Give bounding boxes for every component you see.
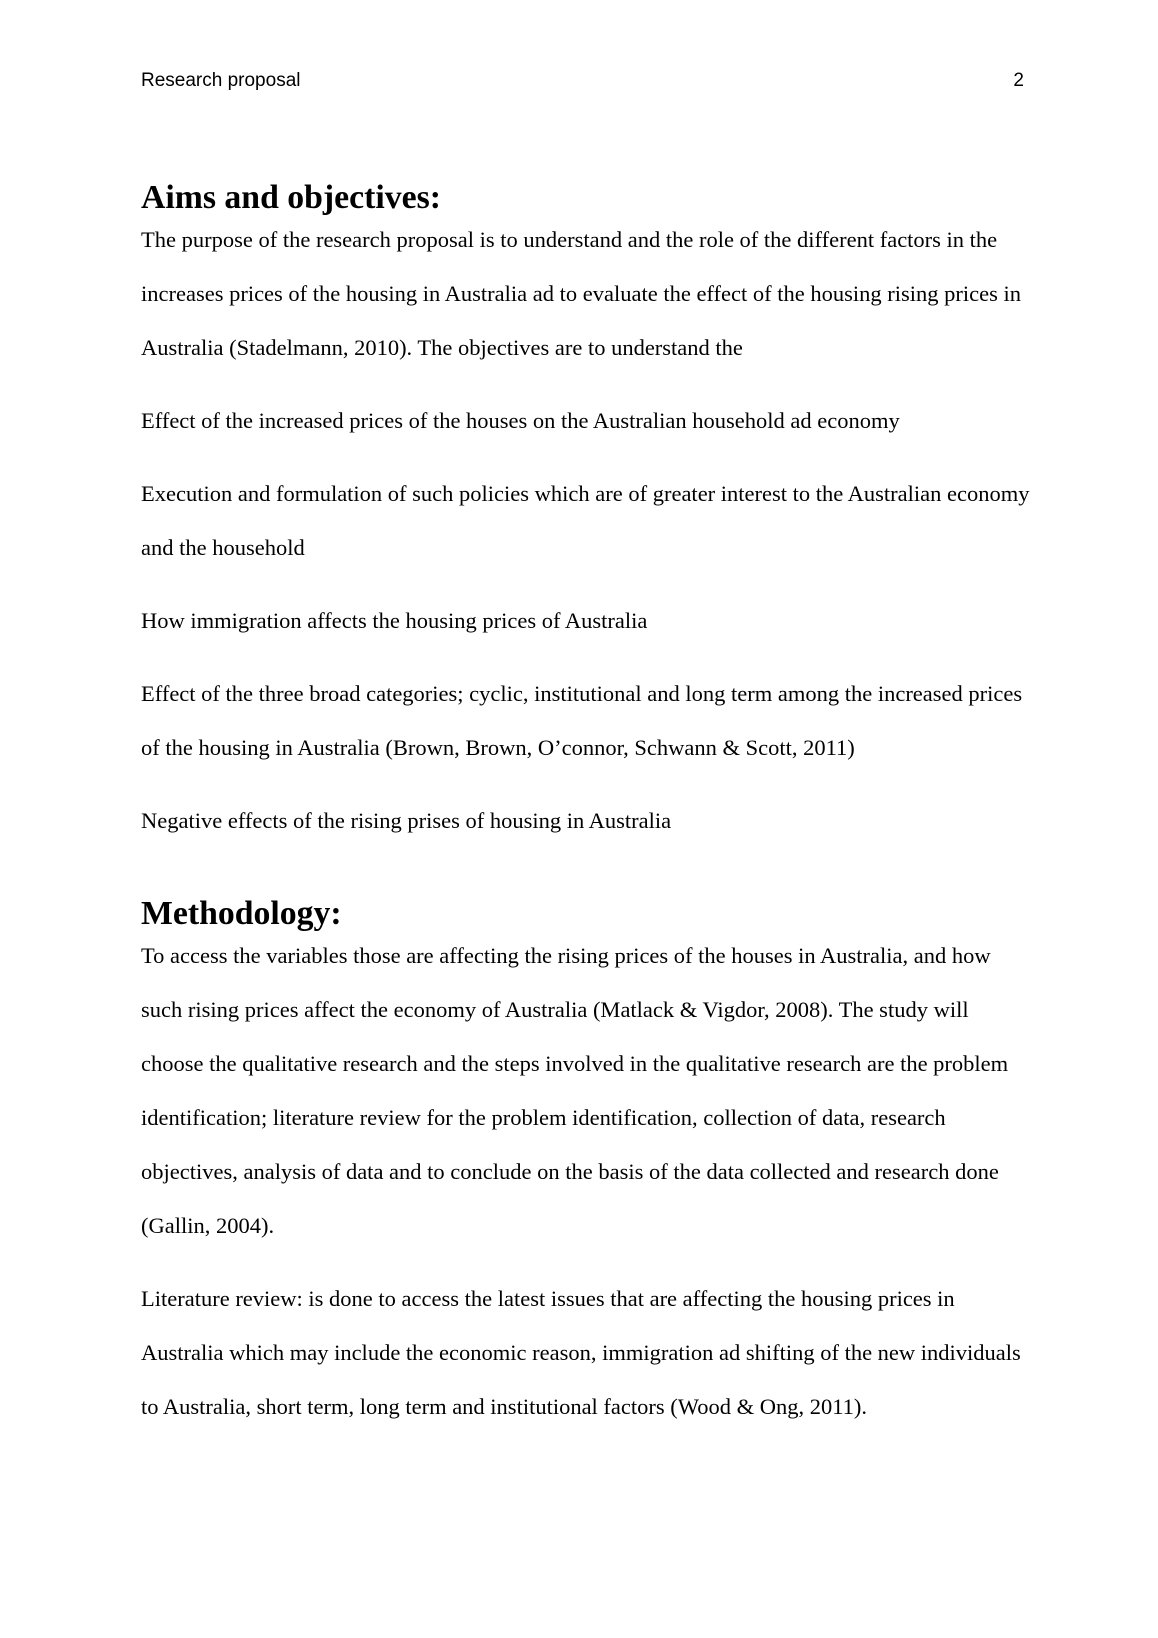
running-head: Research proposal [141,70,301,91]
document-body [141,181,1031,1434]
objective-item: Effect of the increased prices of the houses on the Australian household ad economy [141,408,900,433]
objective-item: Negative effects of the rising prises of housing in Australia [141,808,672,833]
objective-item: How immigration affects the housing prices of Australia [141,608,648,633]
page-number: 2 [1013,70,1024,91]
objective-item: Effect of the three broad categories; cyclic, institutional and long term among the increased prices of the housing in Australia (Brown, Brown, O’connor, Schwann & Scott, 2011) [141,681,1023,760]
methodology-paragraph: To access the variables those are affecting the rising prices of the houses in Australia, and how such rising prices affect the economy of Australia (Matlack & Vigdor, 2008). The study will choose the qualitative research and the steps involved in the qualitative research are the problem identification; literature review for the problem identification, collection of data, research objectives, analysis of data and to conclude on the basis of the data collected and research done (Gallin, 2004). [141,943,1009,1238]
objective-item: Execution and formulation of such policies which are of greater interest to the Australian economy and the household [141,481,1030,560]
section-spacer [141,867,1031,897]
aims-intro-paragraph: The purpose of the research proposal is to understand and the role of the different factors in the increases prices of the housing in Australia ad to evaluate the effect of the housing rising prices in Australia (Stadelmann, 2010). The objectives are to understand the [141,227,1021,360]
aims-heading: Aims and objectives: [141,179,441,216]
page-header [141,70,1024,96]
literature-review-paragraph: Literature review: is done to access the latest issues that are affecting the housing prices in Australia which may include the economic reason, immigration ad shifting of the new individuals to Australia, short term, long term and institutional factors (Wood & Ong, 2011). [141,1286,1021,1419]
methodology-heading: Methodology: [141,895,342,932]
